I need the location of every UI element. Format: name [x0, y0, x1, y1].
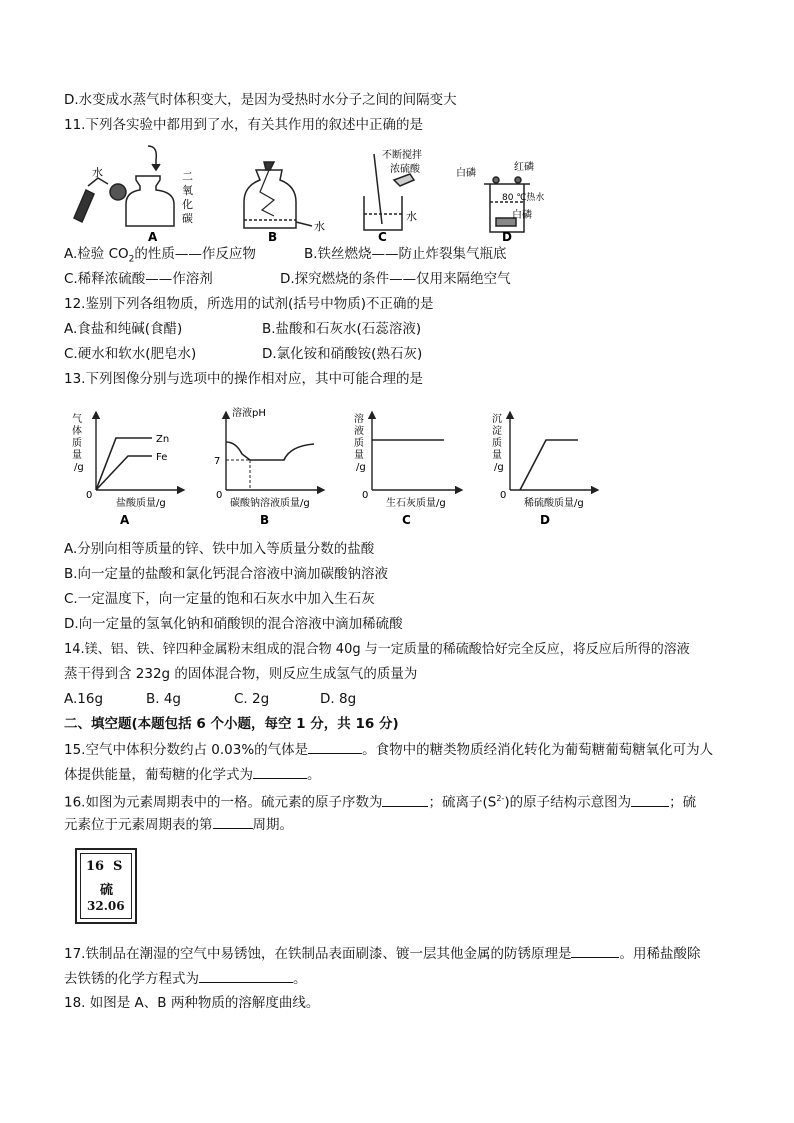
graph-a-ylabel-2: 体	[72, 426, 82, 437]
graph-c	[372, 412, 462, 490]
q16-blank-2[interactable]	[631, 793, 669, 807]
graph-d-letter: D	[540, 513, 550, 527]
q14-line-2: 蒸干得到含 232g 的固体混合物，则反应生成氢气的质量为	[64, 666, 418, 682]
water-label-a: 水	[92, 166, 103, 179]
fig11-letter-c: C	[378, 230, 387, 244]
graph-b-origin: 0	[216, 490, 223, 501]
graph-a-ylabel-4: 量	[72, 450, 82, 461]
white-p2-label: 白磷	[512, 210, 532, 221]
graph-d-ylabel-4: 量	[492, 450, 502, 461]
hot-water-label: 80 ℃热水	[502, 193, 544, 203]
q12-stem: 12.鉴别下列各组物质，所选用的试剂(括号中物质)不正确的是	[64, 296, 434, 312]
graph-a-ylabel-5: /g	[74, 462, 84, 473]
graph-d-ylabel-2: 淀	[492, 426, 502, 437]
q11-option-a: A.检验 $CO_2$的性质——作反应物	[64, 246, 256, 265]
q17-blank-2[interactable]	[199, 969, 293, 983]
stirrer-label: 不断搅拌	[382, 150, 422, 161]
apparatus-d	[484, 177, 530, 232]
q14-line-1: 14.镁、铝、铁、锌四种金属粉末组成的混合物 40g 与一定质量的稀硫酸恰好完全反应，将反应后所得的溶液	[64, 642, 690, 657]
q14-option-d: D. 8g	[320, 691, 357, 707]
graph-a-ylabel-1: 气	[72, 414, 82, 425]
co2-label-4: 碳	[182, 212, 193, 225]
graph-c-ylabel-1: 溶	[354, 414, 364, 425]
cell-atomic-number: 16	[86, 859, 105, 874]
q11-apparatus-figure	[64, 140, 544, 244]
q15-blank-1[interactable]	[308, 740, 362, 754]
graph-d-ylabel-5: /g	[494, 462, 504, 473]
graph-b-ylabel: 溶液pH	[232, 408, 266, 419]
white-p-label: 白磷	[456, 168, 476, 179]
graph-d-xlabel: 稀硫酸质量/g	[524, 498, 584, 509]
fig11-letter-b: B	[268, 230, 278, 244]
water-label-c: 水	[406, 210, 417, 223]
cell-element-name: 硫	[100, 883, 114, 898]
q16-line-1: 16.如图为元素周期表中的一格。硫元素的原子序数为 ；硫离子$(S^{2-})$的原子结构示意图为 ；硫	[64, 794, 697, 811]
cell-symbol: S	[113, 859, 123, 874]
graph-c-letter: C	[402, 513, 411, 527]
graph-a-fe: Fe	[156, 452, 168, 463]
graph-a	[96, 412, 184, 490]
q17-line-1: 17.铁制品在潮湿的空气中易锈蚀，在铁制品表面刷漆、镀一层其他金属的防锈原理是 。用稀盐酸除	[64, 946, 701, 962]
q18-stem: 18. 如图是 A、B 两种物质的溶解度曲线。	[64, 995, 320, 1011]
cell-atomic-mass: 32.06	[87, 899, 125, 913]
section-heading-fill-in: 二、填空题(本题包括 6 个小题，每空 1 分，共 16 分)	[64, 716, 399, 732]
q14-option-b: B. 4g	[146, 691, 182, 707]
q16-line-2: 元素位于元素周期表的第 周期。	[64, 817, 293, 833]
apparatus-b	[244, 162, 312, 228]
q13-option-b: B.向一定量的盐酸和氯化钙混合溶液中滴加碳酸钠溶液	[64, 566, 389, 582]
q11-option-d: D.探究燃烧的条件——仅用来隔绝空气	[280, 271, 511, 287]
graph-b	[226, 412, 324, 490]
q13-option-d: D.向一定量的氢氧化钠和硝酸钡的混合溶液中滴加稀硫酸	[64, 616, 403, 632]
graph-c-ylabel-5: /g	[356, 462, 366, 473]
q15-line-1: 15.空气中体积分数约占 0.03%的气体是 。食物中的糖类物质经消化转化为葡萄糖葡萄糖氧化可为人	[64, 742, 714, 758]
q17-blank-1[interactable]	[571, 944, 619, 958]
graph-b-letter: B	[260, 513, 270, 527]
q13-stem: 13.下列图像分别与选项中的操作相对应，其中可能合理的是	[64, 371, 423, 387]
graph-d-ylabel-1: 沉	[492, 414, 502, 425]
graph-c-ylabel-3: 质	[354, 438, 364, 449]
graph-d-origin: 0	[500, 490, 507, 501]
fig11-letter-a: A	[148, 230, 158, 244]
graph-a-xlabel: 盐酸质量/g	[116, 498, 166, 509]
apparatus-a	[74, 146, 174, 226]
q15-blank-2[interactable]	[253, 765, 307, 779]
q14-option-c: C. 2g	[234, 691, 270, 707]
q13-option-a: A.分别向相等质量的锌、铁中加入等质量分数的盐酸	[64, 541, 375, 557]
co2-label-1: 二	[182, 170, 193, 183]
co2-label-3: 化	[182, 198, 193, 211]
q15-line-2: 体提供能量，葡萄糖的化学式为 。	[64, 767, 321, 783]
graph-d-ylabel-3: 质	[492, 438, 502, 449]
q12-option-d: D.氯化铵和硝酸铵(熟石灰)	[262, 346, 423, 362]
q10-option-d: D.水变成水蒸气时体积变大，是因为受热时水分子之间的间隔变大	[64, 92, 457, 108]
graph-a-origin: 0	[86, 490, 93, 501]
fig11-letter-d: D	[502, 230, 512, 244]
q12-option-c: C.硬水和软水(肥皂水)	[64, 346, 197, 362]
co2-label-2: 氧	[182, 184, 193, 197]
graph-c-ylabel-4: 量	[354, 450, 364, 461]
graph-c-origin: 0	[362, 490, 369, 501]
graph-a-zn: Zn	[156, 434, 170, 445]
graph-d	[510, 412, 598, 490]
water-label-b: 水	[314, 220, 325, 233]
q14-option-a: A.16g	[64, 691, 104, 707]
q13-graphs	[64, 404, 604, 528]
q11-option-c: C.稀释浓硫酸——作溶剂	[64, 271, 213, 287]
q12-option-b: B.盐酸和石灰水(石蕊溶液)	[262, 321, 422, 337]
graph-b-tick-7: 7	[214, 456, 221, 467]
q17-line-2: 去铁锈的化学方程式为 。	[64, 971, 307, 987]
q12-option-a: A.食盐和纯碱(食醋)	[64, 321, 183, 337]
graph-a-letter: A	[120, 513, 130, 527]
graph-c-xlabel: 生石灰质量/g	[386, 498, 446, 509]
periodic-table-cell	[75, 848, 137, 924]
acid-label: 浓硫酸	[390, 164, 420, 175]
q13-option-c: C.一定温度下，向一定量的饱和石灰水中加入生石灰	[64, 591, 375, 607]
q16-blank-1[interactable]	[382, 793, 428, 807]
q11-option-b: B.铁丝燃烧——防止炸裂集气瓶底	[304, 246, 507, 262]
graph-a-ylabel-3: 质	[72, 438, 82, 449]
graph-c-ylabel-2: 液	[354, 426, 364, 437]
red-p-label: 红磷	[514, 162, 534, 173]
q11-stem: 11.下列各实验中都用到了水，有关其作用的叙述中正确的是	[64, 117, 423, 133]
graph-b-xlabel: 碳酸钠溶液质量/g	[230, 498, 310, 509]
q16-blank-3[interactable]	[213, 815, 253, 829]
